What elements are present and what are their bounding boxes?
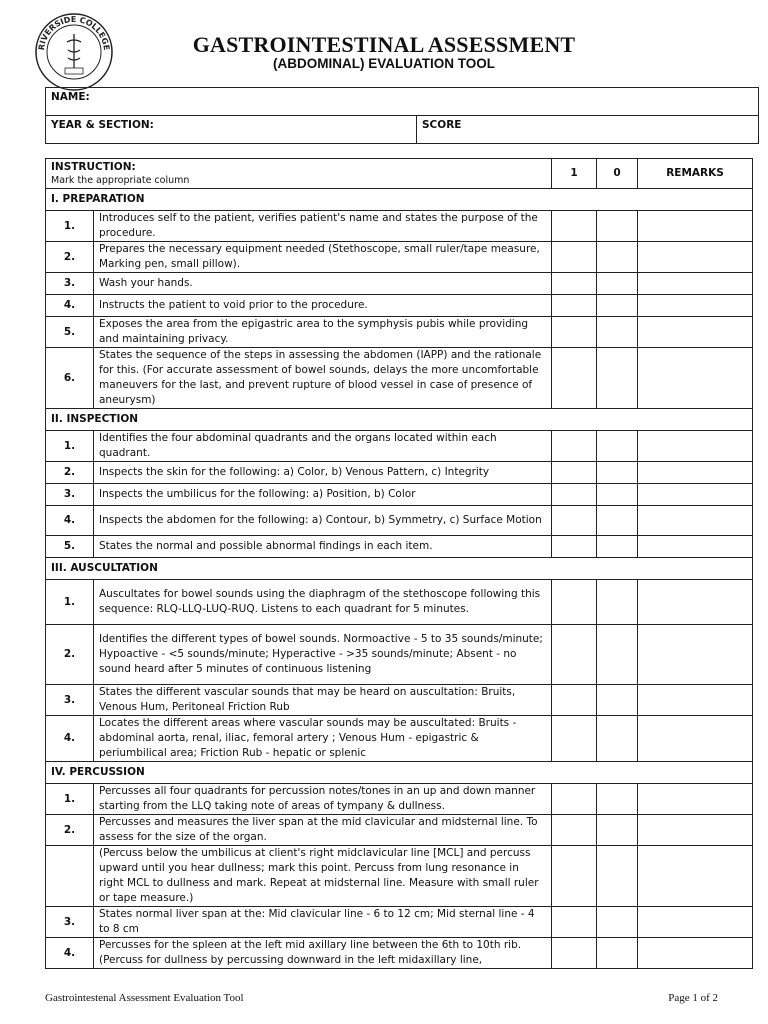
remarks-cell[interactable] [638,580,753,625]
score-1-cell[interactable] [552,815,597,846]
item-number: 3. [46,484,94,506]
score-1-cell[interactable] [552,484,597,506]
section-title: II. INSPECTION [46,409,753,431]
item-number: 3. [46,685,94,716]
item-number: 4. [46,716,94,762]
student-info-table [45,87,759,144]
score-0-cell[interactable] [597,938,638,969]
item-number: 2. [46,625,94,685]
svg-text:RIVERSIDE COLLEGE: RIVERSIDE COLLEGE [36,14,112,51]
score-0-cell[interactable] [597,625,638,685]
item-description: Percusses and measures the liver span at the mid clavicular and midsternal line. To assess for the size of the organ. [94,815,552,846]
section-title: IV. PERCUSSION [46,762,753,784]
instruction-title: INSTRUCTION: [51,161,136,173]
evaluation-table [45,158,753,969]
item-description: (Percuss below the umbilicus at client's right midclavicular line [MCL] and percuss upward until you hear dullness; mark this point. Percuss from lung resonance in right MCL to dullness and mark. Repeat at midsternal line. Measure with small ruler or tape measure.) [94,846,552,907]
score-0-cell[interactable] [597,815,638,846]
score-1-cell[interactable] [552,317,597,348]
score-1-cell[interactable] [552,273,597,295]
remarks-cell[interactable] [638,462,753,484]
table-header-row [46,159,753,189]
item-number: 1. [46,431,94,462]
remarks-cell[interactable] [638,273,753,295]
item-description: Identifies the different types of bowel sounds. Normoactive - 5 to 35 sounds/minute; Hypoactive - <5 sounds/minute; Hyperactive - >35 sounds/minute; Absent - no sound heard after 5 minutes of continuous listening [94,625,552,685]
table-row [46,846,753,907]
item-description: Identifies the four abdominal quadrants and the organs located within each quadrant. [94,431,552,462]
score-1-cell[interactable] [552,625,597,685]
score-0-cell[interactable] [597,536,638,558]
item-description: Auscultates for bowel sounds using the diaphragm of the stethoscope following this sequence: RLQ-LLQ-LUQ-RUQ. Listens to each quadrant for 5 minutes. [94,580,552,625]
item-description: States the different vascular sounds that may be heard on auscultation: Bruits, Venous Hum, Peritoneal Friction Rub [94,685,552,716]
table-row [46,295,753,317]
table-row [46,506,753,536]
score-1-cell[interactable] [552,211,597,242]
item-number: 2. [46,815,94,846]
item-description: States the normal and possible abnormal findings in each item. [94,536,552,558]
remarks-cell[interactable] [638,348,753,409]
table-row [46,484,753,506]
score-1-cell[interactable] [552,536,597,558]
item-description: Wash your hands. [94,273,552,295]
section-title: III. AUSCULTATION [46,558,753,580]
score-1-cell[interactable] [552,462,597,484]
remarks-cell[interactable] [638,242,753,273]
score-1-cell[interactable] [552,431,597,462]
item-description: Inspects the abdomen for the following: a) Contour, b) Symmetry, c) Surface Motion [94,506,552,536]
remarks-cell[interactable] [638,685,753,716]
score-0-cell[interactable] [597,484,638,506]
score-1-cell[interactable] [552,506,597,536]
table-row [46,907,753,938]
item-number: 2. [46,462,94,484]
instruction-text: Mark the appropriate column [51,175,190,186]
remarks-cell[interactable] [638,784,753,815]
document-subtitle: (ABDOMINAL) EVALUATION TOOL [273,56,495,71]
remarks-cell[interactable] [638,716,753,762]
item-description: Inspects the skin for the following: a) Color, b) Venous Pattern, c) Integrity [94,462,552,484]
item-description: Locates the different areas where vascular sounds may be auscultated: Bruits - abdominal aorta, renal, iliac, femoral artery ; Venous Hum - epigastric & periumbilical area; Friction Rub - hepatic or splenic [94,716,552,762]
score-0-cell[interactable] [597,242,638,273]
remarks-cell[interactable] [638,484,753,506]
section-header-row [46,189,753,211]
item-number: 1. [46,211,94,242]
item-description: Exposes the area from the epigastric area to the symphysis pubis while providing and maintaining privacy. [94,317,552,348]
item-number: 5. [46,317,94,348]
item-description: Instructs the patient to void prior to the procedure. [94,295,552,317]
item-number: 2. [46,242,94,273]
year-section-field[interactable] [46,116,417,144]
section-header-row [46,409,753,431]
college-seal-logo [34,12,114,92]
table-row [46,716,753,762]
table-row [46,815,753,846]
table-row [46,211,753,242]
score-1-cell[interactable] [552,846,597,907]
score-0-cell[interactable] [597,846,638,907]
page-number: Page 1 of 2 [668,992,718,1004]
item-number: 4. [46,295,94,317]
score-1-cell[interactable] [552,907,597,938]
remarks-cell[interactable] [638,907,753,938]
score-label: SCORE [422,119,462,131]
score-1-cell[interactable] [552,295,597,317]
score-1-cell[interactable] [552,242,597,273]
column-header-1: 1 [552,159,597,189]
item-number: 6. [46,348,94,409]
item-description: Percusses all four quadrants for percussion notes/tones in an up and down manner starting from the LLQ taking note of areas of tympany & dullness. [94,784,552,815]
remarks-cell[interactable] [638,431,753,462]
score-1-cell[interactable] [552,938,597,969]
score-1-cell[interactable] [552,716,597,762]
item-number: 1. [46,784,94,815]
remarks-cell[interactable] [638,317,753,348]
table-row [46,784,753,815]
item-number [46,846,94,907]
table-row [46,685,753,716]
item-description: Inspects the umbilicus for the following: a) Position, b) Color [94,484,552,506]
remarks-cell[interactable] [638,506,753,536]
score-0-cell[interactable] [597,317,638,348]
column-header-0: 0 [597,159,638,189]
score-1-cell[interactable] [552,580,597,625]
score-0-cell[interactable] [597,295,638,317]
table-row [46,242,753,273]
score-0-cell[interactable] [597,907,638,938]
table-row [46,536,753,558]
score-0-cell[interactable] [597,716,638,762]
score-0-cell[interactable] [597,580,638,625]
table-row [46,317,753,348]
score-0-cell[interactable] [597,462,638,484]
item-number: 4. [46,506,94,536]
table-row [46,938,753,969]
score-1-cell[interactable] [552,685,597,716]
instruction-cell [46,159,552,189]
section-header-row [46,762,753,784]
column-header-remarks: REMARKS [638,159,753,189]
name-label: NAME: [51,91,90,103]
section-title: I. PREPARATION [46,189,753,211]
item-description: States normal liver span at the: Mid clavicular line - 6 to 12 cm; Mid sternal line - 4 to 8 cm [94,907,552,938]
name-field[interactable] [46,88,759,116]
score-0-cell[interactable] [597,431,638,462]
item-number: 3. [46,273,94,295]
table-row [46,580,753,625]
score-0-cell[interactable] [597,784,638,815]
table-row [46,462,753,484]
score-1-cell[interactable] [552,348,597,409]
score-1-cell[interactable] [552,784,597,815]
item-number: 1. [46,580,94,625]
score-0-cell[interactable] [597,685,638,716]
item-description: Percusses for the spleen at the left mid axillary line between the 6th to 10th rib. (Percuss for dullness by percussing downward in the left midaxillary line, [94,938,552,969]
score-0-cell[interactable] [597,348,638,409]
item-number: 5. [46,536,94,558]
score-0-cell[interactable] [597,506,638,536]
document-title: GASTROINTESTINAL ASSESSMENT [192,32,576,57]
item-number: 4. [46,938,94,969]
item-description: States the sequence of the steps in assessing the abdomen (IAPP) and the rationale for this. (For accurate assessment of bowel sounds, delays the more uncomfortable maneuvers for the last, and prevent rupture of blood vessel in case of presence of aneurysm) [94,348,552,409]
remarks-cell[interactable] [638,815,753,846]
remarks-cell[interactable] [638,938,753,969]
item-number: 3. [46,907,94,938]
score-0-cell[interactable] [597,273,638,295]
table-row [46,431,753,462]
table-row [46,348,753,409]
remarks-cell[interactable] [638,625,753,685]
remarks-cell[interactable] [638,536,753,558]
item-description: Prepares the necessary equipment needed (Stethoscope, small ruler/tape measure, Marking pen, small pillow). [94,242,552,273]
score-field[interactable] [417,116,759,144]
footer-title: Gastrointestenal Assessment Evaluation Tool [45,992,244,1004]
score-0-cell[interactable] [597,211,638,242]
remarks-cell[interactable] [638,211,753,242]
table-row [46,273,753,295]
item-description: Introduces self to the patient, verifies patient's name and states the purpose of the procedure. [94,211,552,242]
year-section-label: YEAR & SECTION: [51,119,154,131]
remarks-cell[interactable] [638,846,753,907]
section-header-row [46,558,753,580]
remarks-cell[interactable] [638,295,753,317]
table-row [46,625,753,685]
